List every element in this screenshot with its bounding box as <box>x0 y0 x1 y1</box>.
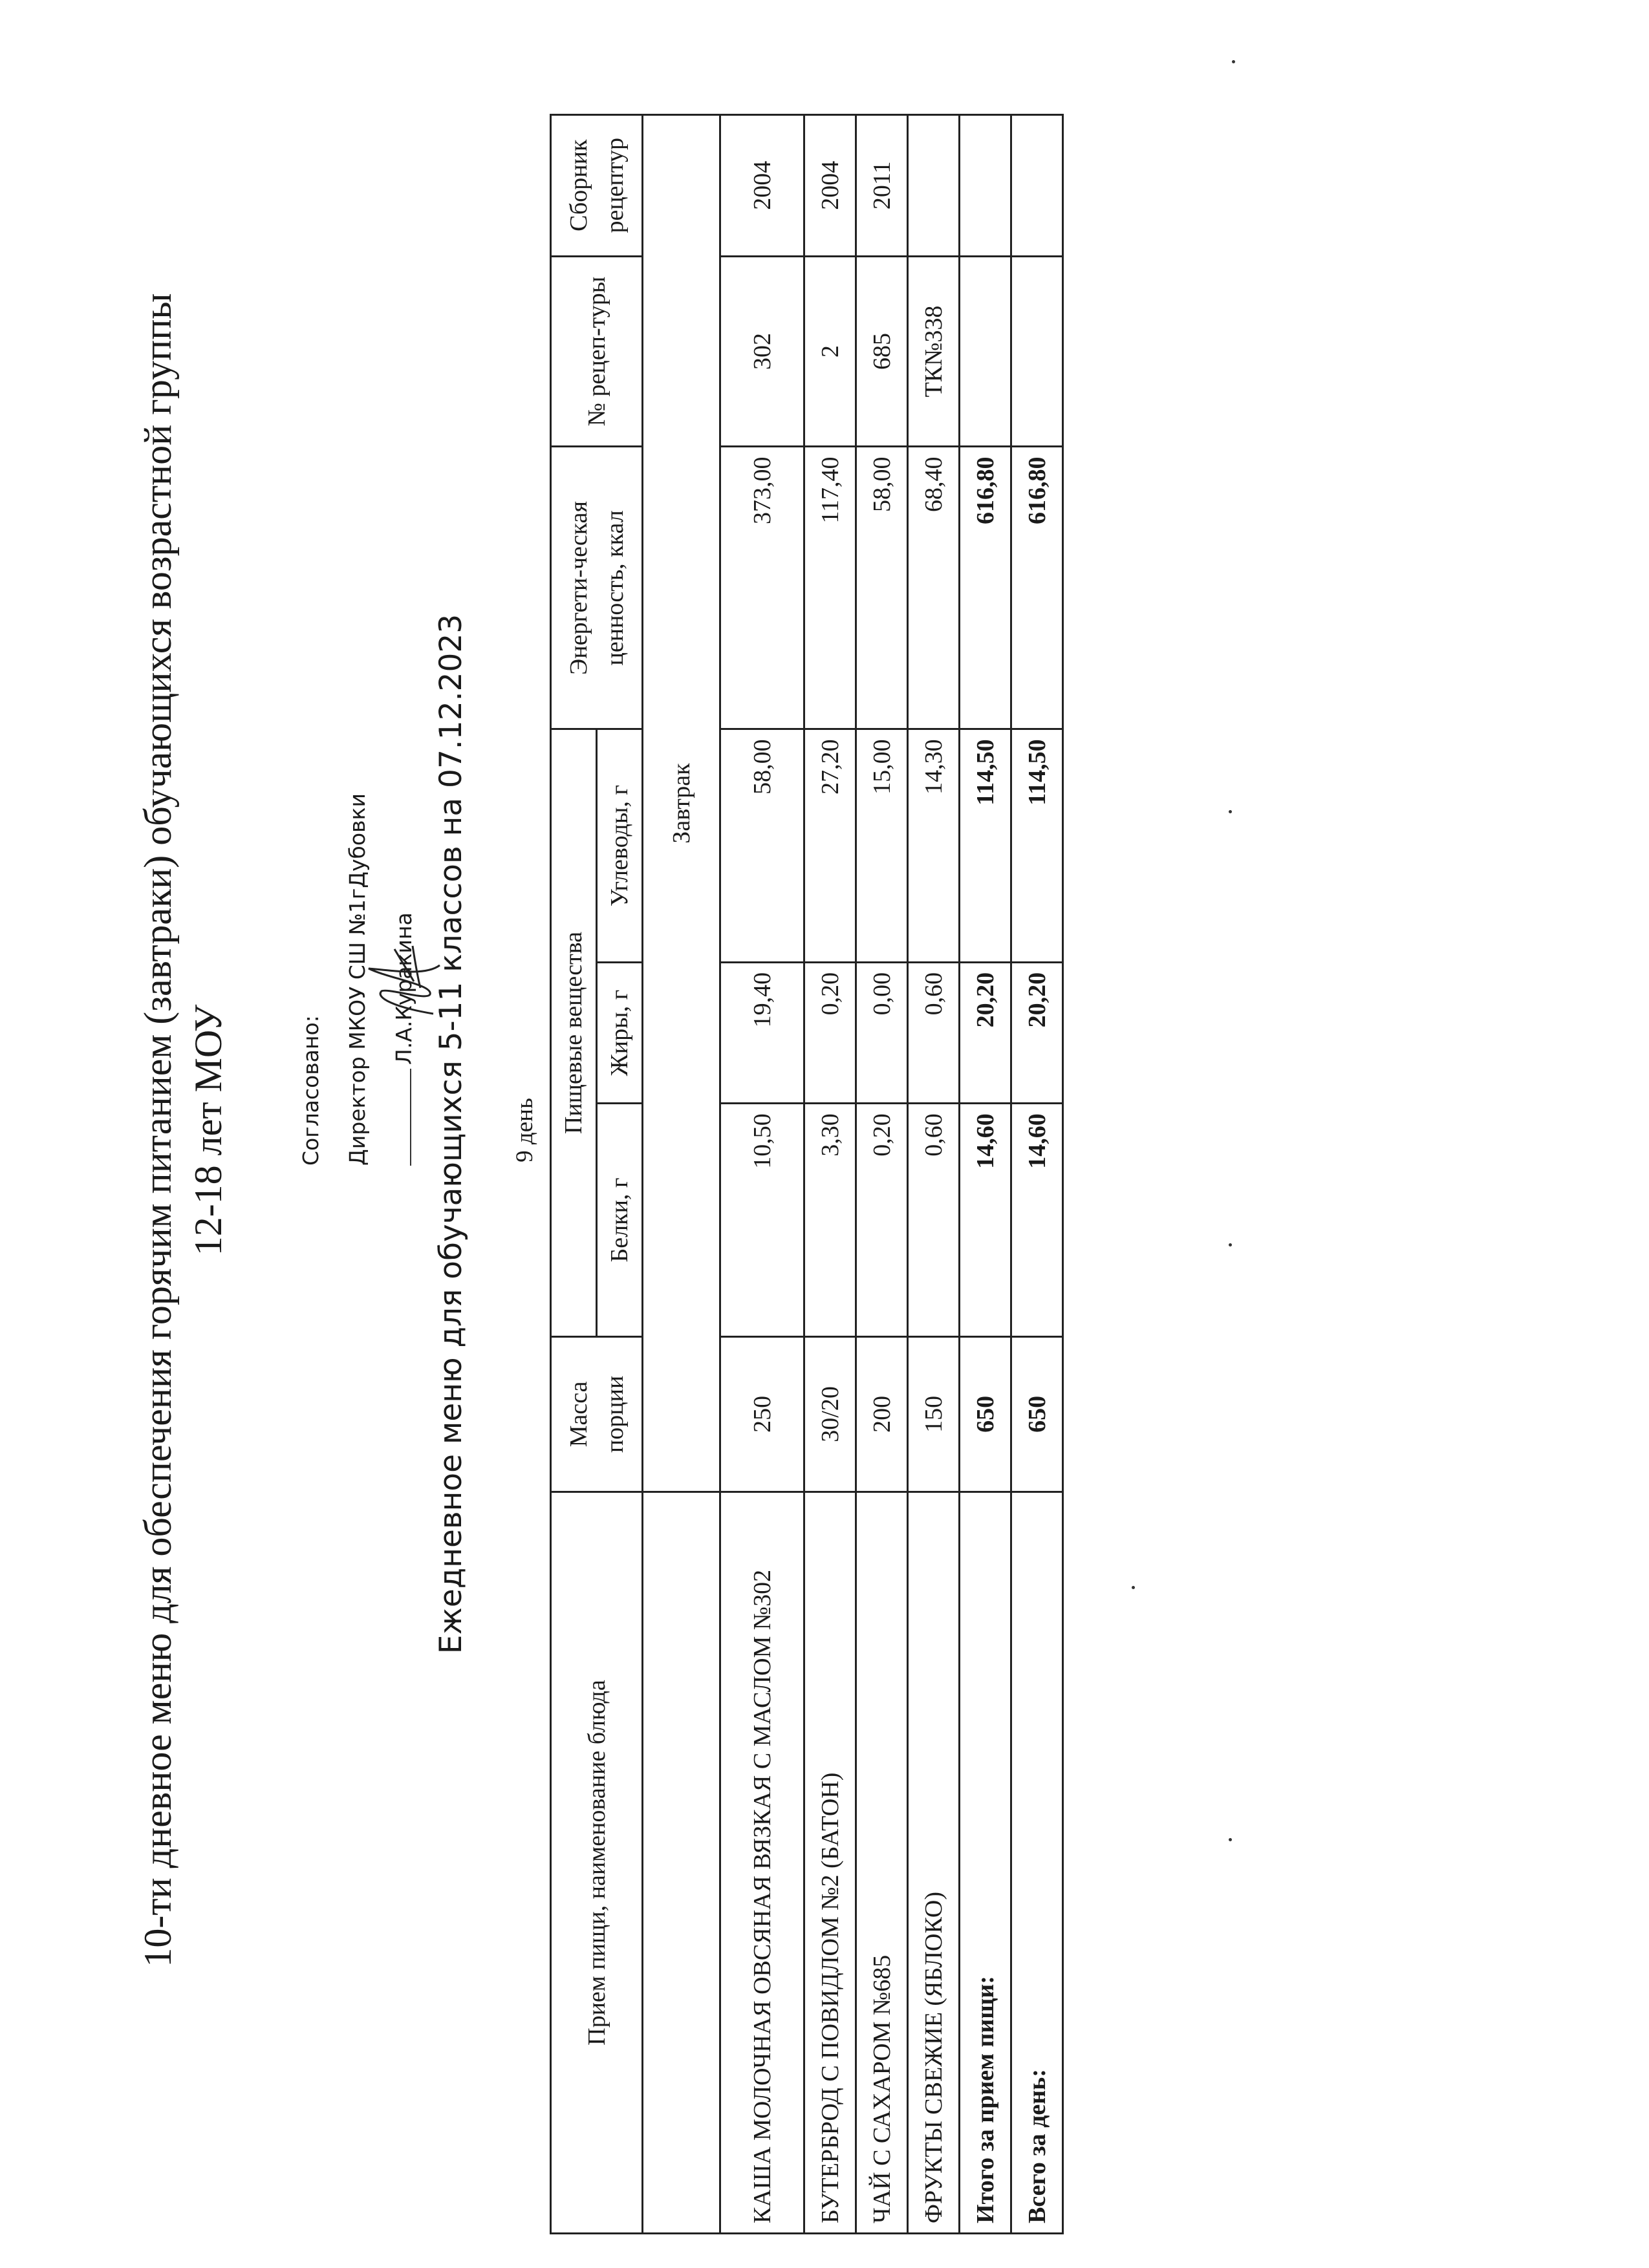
dish-protein: 0,60 <box>908 1104 960 1336</box>
scan-speck <box>1132 1586 1135 1589</box>
dish-recipe-no: ТК№338 <box>908 256 960 447</box>
dish-mass: 200 <box>856 1336 908 1492</box>
approval-agreed: Согласовано: <box>298 1015 323 1166</box>
approval-block <box>288 584 427 1166</box>
subtotal-carbs: 114,50 <box>960 729 1011 962</box>
header-fat: Жиры, г <box>597 962 643 1103</box>
total-fat: 20,20 <box>1011 962 1063 1103</box>
subtotal-mass: 650 <box>960 1336 1011 1492</box>
header-recipe-no: № рецеп-туры <box>551 256 643 447</box>
dish-protein: 10,50 <box>720 1104 804 1336</box>
total-row <box>1011 115 1063 2234</box>
dish-recipe-book: 2004 <box>720 115 804 257</box>
subtotal-label: Итого за прием пищи: <box>960 1492 1011 2234</box>
header-carbs: Углеводы, г <box>597 729 643 962</box>
dish-recipe-book: 2011 <box>856 115 908 257</box>
dish-energy: 58,00 <box>856 447 908 729</box>
table-row <box>804 115 856 2234</box>
section-row <box>643 115 720 2234</box>
dish-protein: 0,20 <box>856 1104 908 1336</box>
dish-carbs: 15,00 <box>856 729 908 962</box>
subtotal-protein: 14,60 <box>960 1104 1011 1336</box>
scan-speck <box>1229 810 1232 813</box>
dish-fat: 19,40 <box>720 962 804 1103</box>
title-line-2: 12-18 лет МОУ <box>187 1004 230 1256</box>
total-protein: 14,60 <box>1011 1104 1063 1336</box>
table-row <box>856 115 908 2234</box>
scan-speck <box>1229 1243 1232 1246</box>
dish-mass: 150 <box>908 1336 960 1492</box>
dish-energy: 117,40 <box>804 447 856 729</box>
header-protein: Белки, г <box>597 1104 643 1336</box>
total-energy: 616,80 <box>1011 447 1063 729</box>
section-empty-cell <box>643 1492 720 2234</box>
section-label: Завтрак <box>643 115 720 1492</box>
total-mass: 650 <box>1011 1336 1063 1492</box>
dish-recipe-no: 2 <box>804 256 856 447</box>
document-title <box>133 31 233 2229</box>
dish-name: БУТЕРБРОД С ПОВИДЛОМ №2 (БАТОН) <box>804 1492 856 2234</box>
total-carbs: 114,50 <box>1011 729 1063 962</box>
subtotal-empty <box>960 256 1011 447</box>
header-recipe-book: Сборник рецептур <box>551 115 643 257</box>
total-empty <box>1011 256 1063 447</box>
header-name: Прием пищи, наименование блюда <box>551 1492 643 2234</box>
dish-recipe-book: 2004 <box>804 115 856 257</box>
title-line-1: 10-ти дневное меню для обеспечения горячим питанием (завтраки) обучающихся возрастной группы <box>136 293 179 1967</box>
dish-protein: 3,30 <box>804 1104 856 1336</box>
approval-signature-line <box>381 584 427 1166</box>
header-energy: Энергети-ческая ценность, ккал <box>551 447 643 729</box>
header-mass: Масса порции <box>551 1336 643 1492</box>
dish-mass: 30/20 <box>804 1336 856 1492</box>
dish-fat: 0,60 <box>908 962 960 1103</box>
subtotal-row <box>960 115 1011 2234</box>
dish-fat: 0,00 <box>856 962 908 1103</box>
dish-fat: 0,20 <box>804 962 856 1103</box>
table-row <box>908 115 960 2234</box>
dish-carbs: 27,20 <box>804 729 856 962</box>
dish-name: КАША МОЛОЧНАЯ ОВСЯНАЯ ВЯЗКАЯ С МАСЛОМ №302 <box>720 1492 804 2234</box>
total-label: Всего за день: <box>1011 1492 1063 2234</box>
approval-director: Директор МКОУ СШ №1гДубовки <box>345 793 370 1166</box>
dish-carbs: 14,30 <box>908 729 960 962</box>
dish-carbs: 58,00 <box>720 729 804 962</box>
subtotal-empty <box>960 115 1011 257</box>
approval-name: Л.А.Куракина <box>391 912 416 1065</box>
table-row <box>720 115 804 2234</box>
dish-name: ЧАЙ С САХАРОМ №685 <box>856 1492 908 2234</box>
dish-recipe-no: 685 <box>856 256 908 447</box>
menu-subtitle: Ежедневное меню для обучающихся 5-11 классов на 07.12.2023 <box>433 614 469 1654</box>
subtotal-fat: 20,20 <box>960 962 1011 1103</box>
dish-recipe-book <box>908 115 960 257</box>
scan-speck <box>1229 1838 1232 1841</box>
table-header-row <box>551 115 597 2234</box>
header-nutrients: Пищевые вещества <box>551 729 597 1336</box>
signature-underline <box>410 1069 411 1166</box>
dish-energy: 68,40 <box>908 447 960 729</box>
menu-table <box>550 114 1064 2234</box>
subtotal-energy: 616,80 <box>960 447 1011 729</box>
dish-energy: 373,00 <box>720 447 804 729</box>
day-label: 9 день <box>512 1098 538 1162</box>
total-empty <box>1011 115 1063 257</box>
dish-recipe-no: 302 <box>720 256 804 447</box>
scan-speck <box>1232 60 1235 63</box>
dish-mass: 250 <box>720 1336 804 1492</box>
dish-name: ФРУКТЫ СВЕЖИЕ (ЯБЛОКО) <box>908 1492 960 2234</box>
